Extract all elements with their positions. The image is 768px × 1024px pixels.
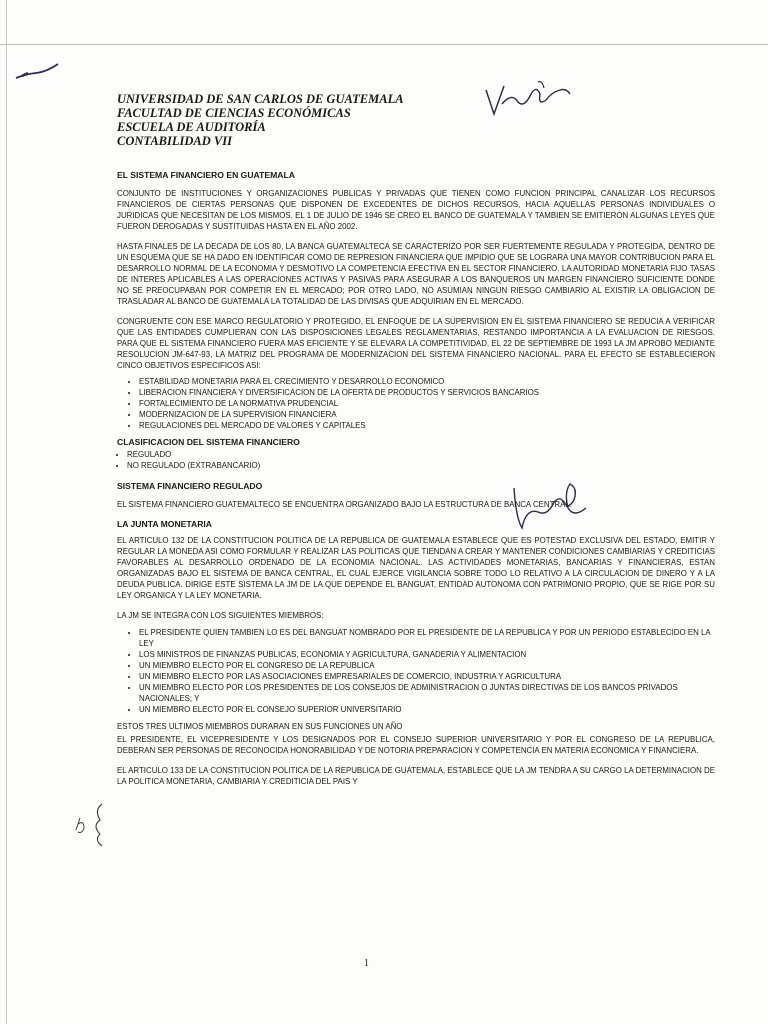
header-faculty: FACULTAD DE CIENCIAS ECONÓMICAS (117, 106, 351, 120)
list-item: • EL PRESIDENTE QUIEN TAMBIEN LO ES DEL BANGUAT NOMBRADO POR EL PRESIDENTE DE LA REPUBLICA Y POR UN PERIODO ESTABLECIDO EN LA LEY (139, 627, 715, 649)
paragraph-7a: ESTOS TRES ULTIMOS MIEMBROS DURARAN EN SUS FUNCIONES UN AÑO (117, 722, 403, 731)
paper-edge-left (6, 0, 7, 1024)
list-item: • UN MIEMBRO ELECTO POR EL CONGRESO DE LA REPUBLICA (139, 660, 715, 671)
section-title-sistema-financiero: EL SISTEMA FINANCIERO EN GUATEMALA (117, 170, 295, 180)
list-item: • UN MIEMBRO ELECTO POR LOS PRESIDENTES DE LOS CONSEJOS DE ADMINISTRACION O JUNTAS DIRECTIVAS DE LOS BANCOS PRIVADOS NACIONALES; Y (139, 682, 715, 704)
list-item: • UN MIEMBRO ELECTO POR EL CONSEJO SUPERIOR UNIVERSITARIO (139, 704, 715, 715)
section-title-junta-monetaria: LA JUNTA MONETARIA (117, 519, 212, 529)
list-item: • ESTABILIDAD MONETARIA PARA EL CRECIMIENTO Y DESARROLLO ECONOMICO (139, 376, 715, 387)
classification-list (117, 449, 715, 471)
list-item: • UN MIEMBRO ELECTO POR LAS ASOCIACIONES EMPRESARIALES DE COMERCIO, INDUSTRIA Y AGRICULTURA (139, 671, 715, 682)
paragraph-8: EL ARTICULO 133 DE LA CONSTITUCION POLITICA DE LA REPUBLICA DE GUATEMALA, ESTABLECE QUE LA JM TENDRA A SU CARGO LA DETERMINACION DE LA POLITICA MONETARIA, CAMBIARIA Y CREDITICIA DEL PAIS Y (117, 766, 715, 786)
document-page (117, 92, 715, 796)
header-university: UNIVERSIDAD DE SAN CARLOS DE GUATEMALA (117, 92, 404, 106)
header-school: ESCUELA DE AUDITORÍA (117, 120, 266, 134)
section-title-clasificacion: CLASIFICACION DEL SISTEMA FINANCIERO (117, 437, 300, 447)
paragraph-3: CONGRUENTE CON ESE MARCO REGULATORIO Y PROTEGIDO, EL ENFOQUE DE LA SUPERVISION EN EL SISTEMA FINANCIERO SE REDUCIA A VERIFICAR QUE LAS ENTIDADES CUMPLIERAN CON LAS DISPOSICIONES LEGALES REGLAMENTARIAS, RESTANDO IMPORTANCIA A LA EVALUACION DE RIESGOS. PARA QUE EL SISTEMA FINANCIERO FUERA MAS EFICIENTE Y SE ELEVARA LA COMPETITIVIDAD, EL 22 DE SEPTIEMBRE DE 1993 LA JM APROBO MEDIANTE RESOLUCION JM-647-93, LA MATRIZ DEL PROGRAMA DE MODERNIZACION DEL SISTEMA FINANCIERO NACIONAL. PARA EL EFECTO SE ESTABLECIERON CINCO OBJETIVOS ESPECIFICOS ASI: (117, 317, 715, 370)
members-list (117, 627, 715, 715)
paper-edge-top (0, 44, 768, 45)
list-item: • REGULACIONES DEL MERCADO DE VALORES Y CAPITALES (139, 420, 715, 431)
list-item: • FORTALECIMIENTO DE LA NORMATIVA PRUDENCIAL (139, 398, 715, 409)
header-course: CONTABILIDAD VII (117, 134, 232, 148)
objectives-list (117, 376, 715, 431)
list-item: • MODERNIZACION DE LA SUPERVISION FINANCIERA (139, 409, 715, 420)
list-item: • LOS MINISTROS DE FINANZAS PUBLICAS, ECONOMIA Y AGRICULTURA, GANADERIA Y ALIMENTACION (139, 649, 715, 660)
paragraph-6: LA JM SE INTEGRA CON LOS SIGUIENTES MIEMBROS: (117, 611, 324, 620)
pen-mark-left (12, 58, 62, 86)
page-number: 1 (364, 958, 369, 969)
section-title-regulado: SISTEMA FINANCIERO REGULADO (117, 481, 263, 491)
paragraph-7b: EL PRESIDENTE, EL VICEPRESIDENTE Y LOS DESIGNADOS POR EL CONSEJO SUPERIOR UNIVERSITARIO Y POR EL CONGRESO DE LA REPUBLICA, DEBERAN SER PERSONAS DE RECONOCIDA HONORABILIDAD Y DE NOTORIA PREPARACION Y COMPETENCIA EN MATERIA ECONOMICA Y FINANCIERA. (117, 735, 715, 755)
paragraph-4: EL SISTEMA FINANCIERO GUATEMALTECO SE ENCUENTRA ORGANIZADO BAJO LA ESTRUCTURA DE BANCA CENTRAL. (117, 500, 572, 509)
paragraph-1: CONJUNTO DE INSTITUCIONES Y ORGANIZACIONES PUBLICAS Y PRIVADAS QUE TIENEN COMO FUNCION PRINCIPAL CANALIZAR LOS RECURSOS FINANCIEROS DE CIERTAS PERSONAS QUE DISPONEN DE EXCEDENTES DE DICHOS RECURSOS, HACIA AQUELLAS PERSONAS INDIVIDUALES O JURIDICAS QUE NECESITAN DE LOS MISMOS. EL 1 DE JULIO DE 1946 SE CREO EL BANCO DE GUATEMALA Y TAMBIEN SE EMITIERON ALGUNAS LEYES QUE FUERON DEROGADAS Y SUSTITUIDAS HASTA EN EL AÑO 2002. (117, 189, 715, 231)
list-item: • LIBERACION FINANCIERA Y DIVERSIFICACION DE LA OFERTA DE PRODUCTOS Y SERVICIOS BANCARIOS (139, 387, 715, 398)
paragraph-2: HASTA FINALES DE LA DECADA DE LOS 80, LA BANCA GUATEMALTECA SE CARACTERIZO POR SER FUERTEMENTE REGULADA Y PROTEGIDA, DENTRO DE UN ESQUEMA QUE SE HA DADO EN IDENTIFICAR COMO DE REPRESION FINANCIERA QUE IMPIDIO QUE SE LOGRARA UNA MAYOR CONTRIBUCION PARA EL DESARROLLO NORMAL DE LA ECONOMIA Y DESMOTIVO LA COMPETENCIA EFECTIVA EN EL SECTOR FINANCIERO. LA AUTORIDAD MONETARIA FIJO TASAS DE INTERES APLICABLES A LAS OPERACIONES ACTIVAS Y PASIVAS PARA ASEGURAR A LOS BANQUEROS UN MARGEN FINANCIERO SUFICIENTE DONDE NO SE PREOCUPABAN POR COMPETIR EN EL MERCADO; POR OTRO LADO, NO ASUMIAN NINGUN RIESGO CAMBIARIO AL EXISTIR LA OBLIGACION DE TRASLADAR AL BANCO DE GUATEMALA LA TOTALIDAD DE LAS DIVISAS QUE ADQUIRIAN EN EL MERCADO. (117, 242, 715, 306)
margin-note-bracket (68, 800, 112, 850)
paragraph-5: EL ARTICULO 132 DE LA CONSTITUCION POLITICA DE LA REPUBLICA DE GUATEMALA ESTABLECE QUE ES POTESTAD EXCLUSIVA DEL ESTADO, EMITIR Y REGULAR LA MONEDA ASI COMO FORMULAR Y REALIZAR LAS POLITICAS QUE TIENDAN A CREAR Y MANTENER CONDICIONES CAMBIARIAS Y CREDITICIAS FAVORABLES AL DESARROLLO ORDENADO DE LA ECONOMIA NACIONAL. LAS ACTIVIDADES MONETARIAS, BANCARIAS Y FINANCIERAS, ESTAN ORGANIZADAS BAJO EL SISTEMA DE BANCA CENTRAL, EL CUAL EJERCE VIGILANCIA SOBRE TODO LO RELATIVO A LA CIRCULACION DE DINERO Y A LA DEUDA PUBLICA. DIRIGE ESTE SISTEMA LA JM DE LA QUE DEPENDE EL BANGUAT, ENTIDAD AUTONOMA CON PATRIMONIO PROPIO, QUE SE RIGE POR SU LEY ORGANICA Y LA LEY MONETARIA. (117, 536, 715, 600)
list-item: • REGULADO (127, 449, 715, 460)
list-item: • NO REGULADO (EXTRABANCARIO) (127, 460, 715, 471)
